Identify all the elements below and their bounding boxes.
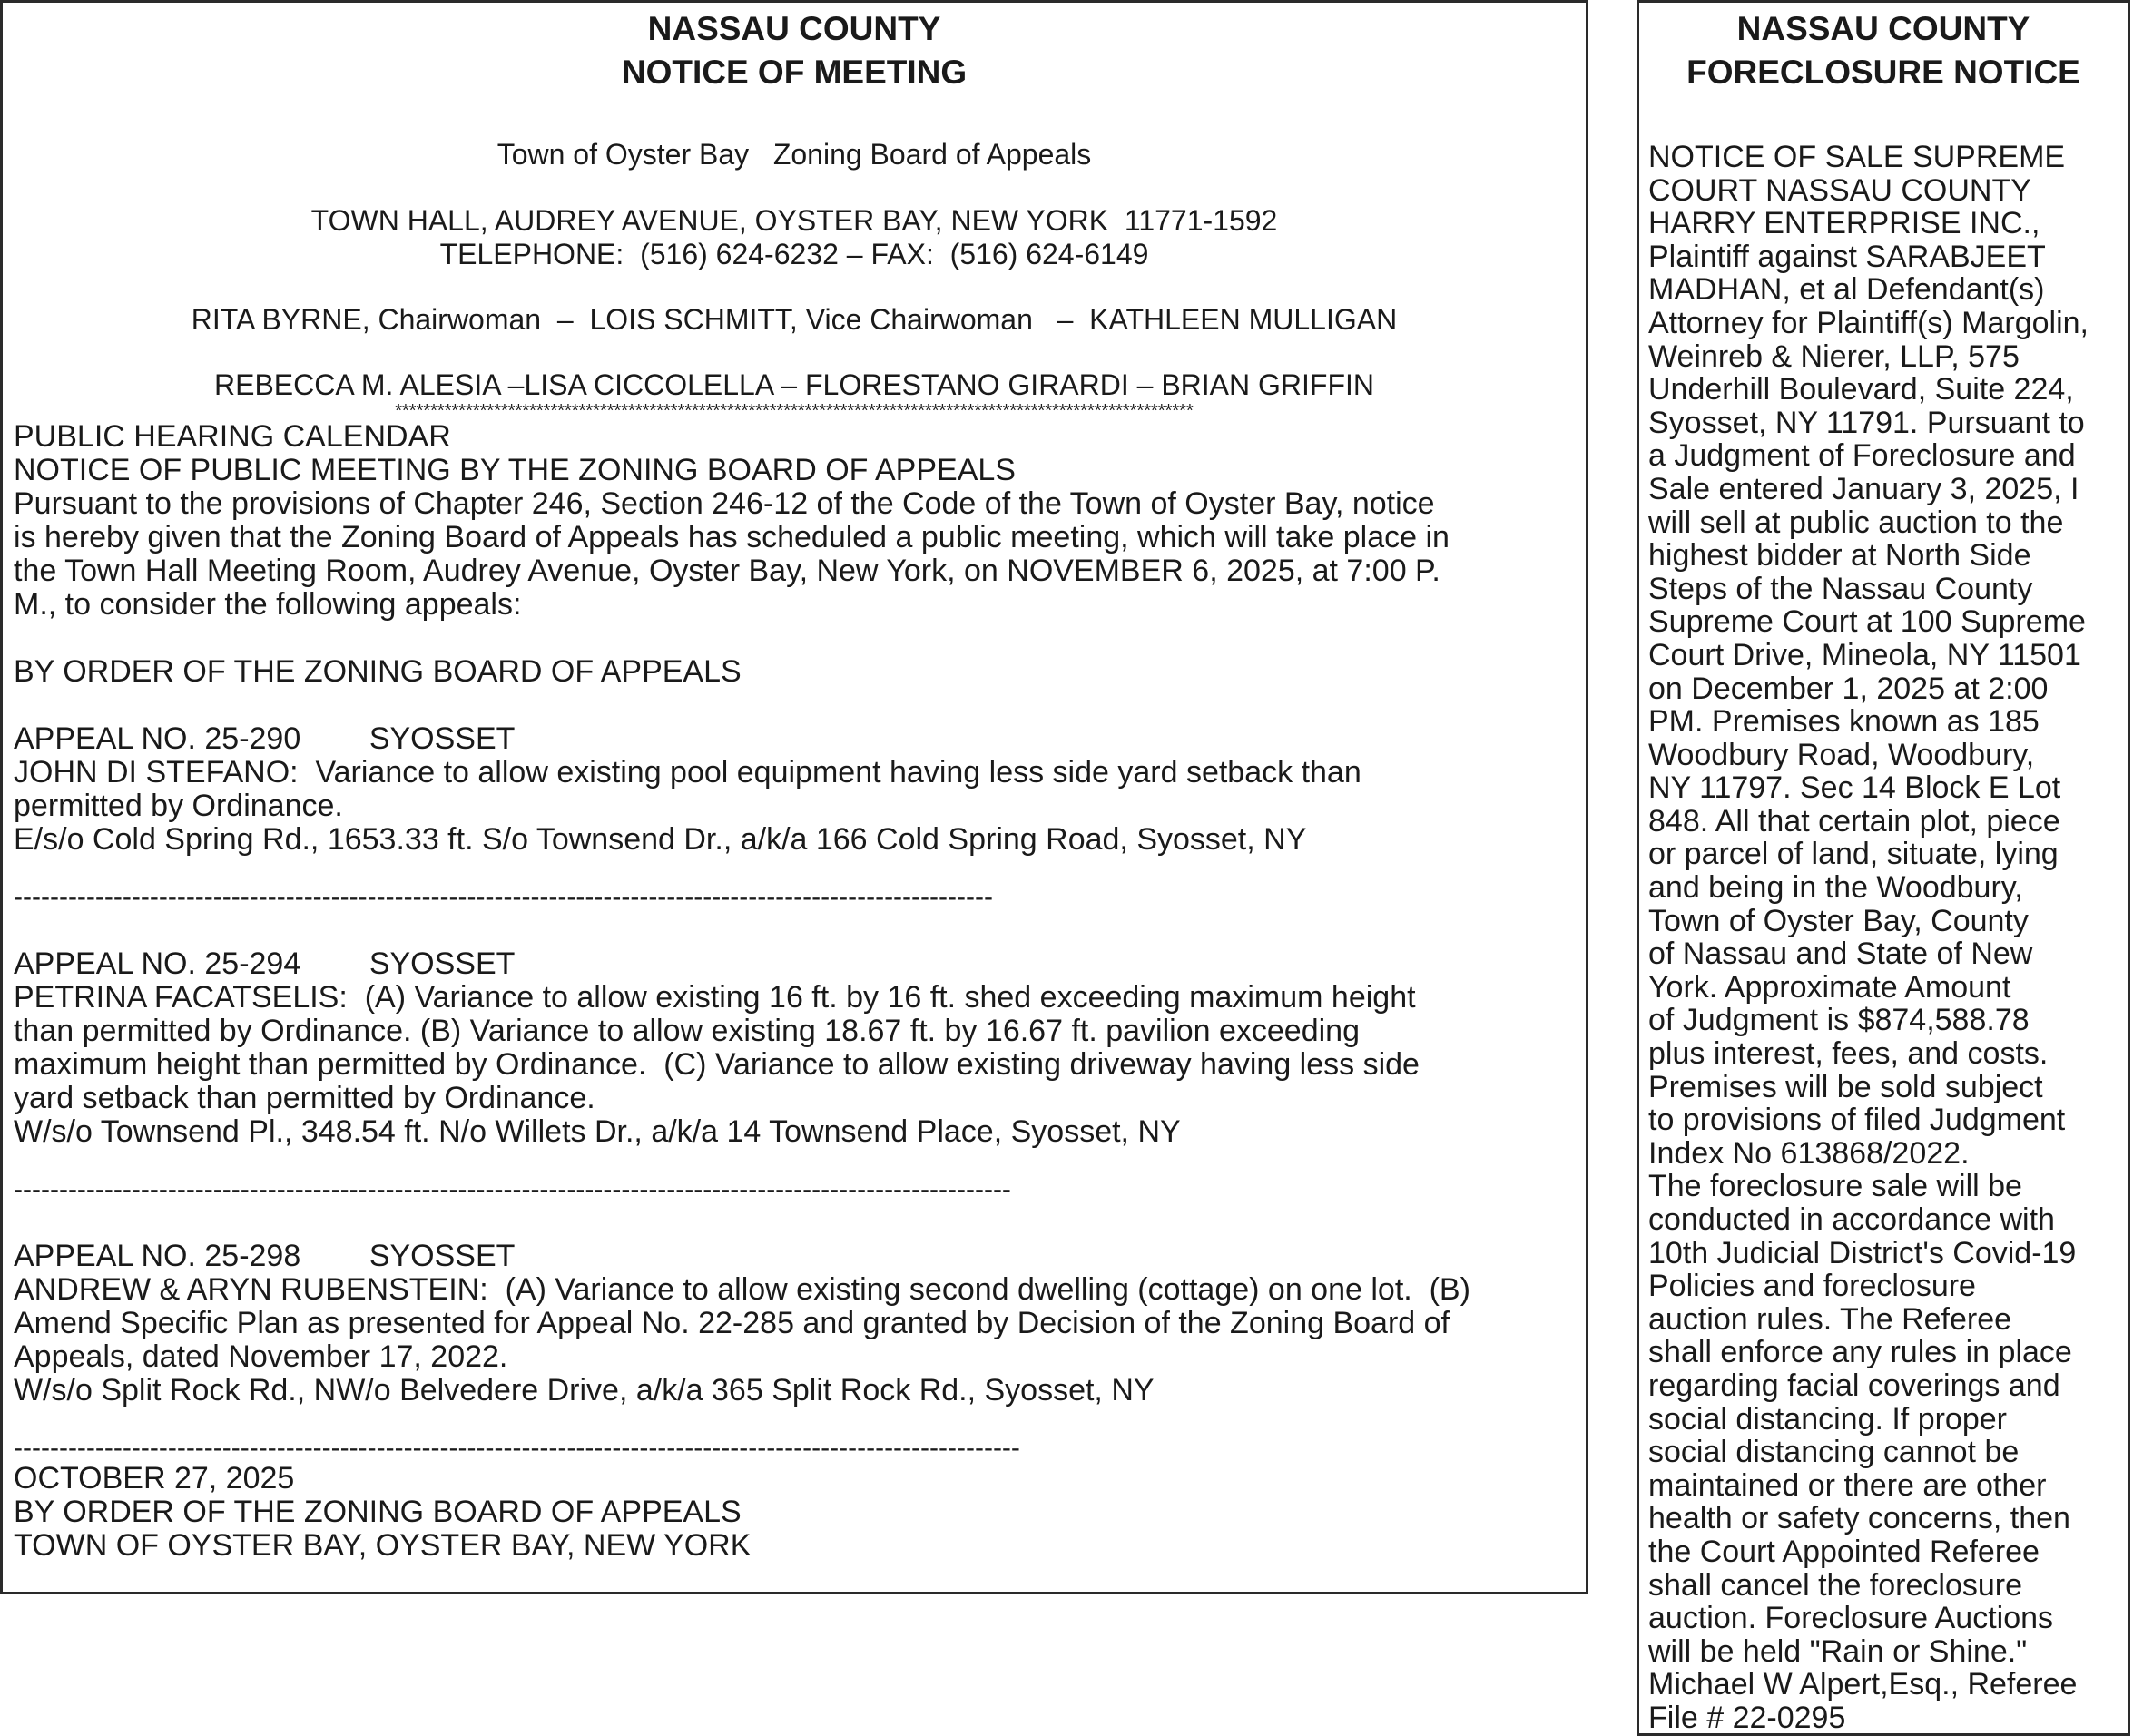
appeal-line: than permitted by Ordinance. (B) Variance to allow existing 18.67 ft. by 16.67 ft. pavilion exceeding <box>14 1014 1360 1048</box>
appeal-line: permitted by Ordinance. <box>14 789 343 823</box>
appeal-header: APPEAL NO. 25-294 SYOSSET <box>14 946 516 981</box>
foreclosure-line: York. Approximate Amount <box>1648 969 2011 1005</box>
appeal-line: yard setback than permitted by Ordinance. <box>14 1081 595 1115</box>
foreclosure-line: Michael W Alpert,Esq., Referee <box>1648 1667 2078 1702</box>
foreclosure-notice-box <box>1637 0 2130 1736</box>
phone-line: TELEPHONE: (516) 624-6232 – FAX: (516) 624-6149 <box>439 238 1149 270</box>
foreclosure-line: Steps of the Nassau County <box>1648 571 2033 606</box>
foreclosure-line: MADHAN, et al Defendant(s) <box>1648 272 2045 308</box>
foreclosure-title-notice: FORECLOSURE NOTICE <box>1686 54 2080 91</box>
appeal-header: APPEAL NO. 25-298 SYOSSET <box>14 1239 516 1273</box>
intro-line: is hereby given that the Zoning Board of Appeals has scheduled a public meeting, which will take place in <box>14 520 1450 554</box>
address-line: TOWN HALL, AUDREY AVENUE, OYSTER BAY, NEW YORK 11771-1592 <box>310 204 1278 237</box>
foreclosure-line: Index No 613868/2022. <box>1648 1135 1970 1171</box>
foreclosure-line: The foreclosure sale will be <box>1648 1169 2022 1204</box>
appeal-line: maximum height than permitted by Ordinance. (C) Variance to allow existing driveway having less side <box>14 1047 1420 1082</box>
foreclosure-line: shall cancel the foreclosure <box>1648 1567 2023 1603</box>
meeting-title-notice: NOTICE OF MEETING <box>621 54 968 91</box>
foreclosure-line: Premises will be sold subject <box>1648 1069 2043 1104</box>
appeal-line: W/s/o Townsend Pl., 348.54 ft. N/o Willets Dr., a/k/a 14 Townsend Place, Syosset, NY <box>14 1114 1181 1149</box>
foreclosure-line: the Court Appointed Referee <box>1648 1534 2040 1569</box>
foreclosure-line: will sell at public auction to the <box>1648 505 2064 540</box>
foreclosure-line: NOTICE OF SALE SUPREME <box>1648 140 2066 174</box>
foreclosure-line: Syosset, NY 11791. Pursuant to <box>1648 405 2085 440</box>
by-order-line: BY ORDER OF THE ZONING BOARD OF APPEALS <box>14 654 742 689</box>
appeal-block <box>14 722 1575 947</box>
foreclosure-line: NY 11797. Sec 14 Block E Lot <box>1648 770 2061 806</box>
intro-line: the Town Hall Meeting Room, Audrey Avenue, Oyster Bay, New York, on NOVEMBER 6, 2025, at 7:00 P. <box>14 554 1440 588</box>
foreclosure-line: HARRY ENTERPRISE INC., <box>1648 206 2040 241</box>
intro-line: Pursuant to the provisions of Chapter 246, Section 246-12 of the Code of the Town of Oyster Bay, notice <box>14 486 1435 521</box>
foreclosure-line: COURT NASSAU COUNTY <box>1648 172 2031 208</box>
foreclosure-line: 10th Judicial District's Covid-19 <box>1648 1235 2077 1270</box>
calendar-heading: PUBLIC HEARING CALENDAR <box>14 419 451 454</box>
dash-separator: --------------------------------------------------------------------------------------------------------------- <box>14 1435 1020 1462</box>
foreclosure-line: health or safety concerns, then <box>1648 1501 2070 1536</box>
foreclosure-line: Woodbury Road, Woodbury, <box>1648 737 2035 772</box>
foreclosure-line: Supreme Court at 100 Supreme <box>1648 604 2086 640</box>
foreclosure-line: Court Drive, Mineola, NY 11501 <box>1648 637 2081 672</box>
notice-heading: NOTICE OF PUBLIC MEETING BY THE ZONING BOARD OF APPEALS <box>14 453 1016 487</box>
appeal-line: PETRINA FACATSELIS: (A) Variance to allow existing 16 ft. by 16 ft. shed exceeding maximum height <box>14 980 1416 1015</box>
dash-separator: -------------------------------------------------------------------------------------------------------------- <box>14 1176 1011 1203</box>
foreclosure-line: plus interest, fees, and costs. <box>1648 1036 2049 1072</box>
foreclosure-line: a Judgment of Foreclosure and <box>1648 438 2076 474</box>
foreclosure-line: Sale entered January 3, 2025, I <box>1648 471 2079 506</box>
foreclosure-line: social distancing. If proper <box>1648 1401 2007 1437</box>
foreclosure-line: PM. Premises known as 185 <box>1648 704 2040 740</box>
foreclosure-line: to provisions of filed Judgment <box>1648 1103 2066 1138</box>
board-line: Town of Oyster Bay Zoning Board of Appeals <box>496 138 1092 171</box>
closing-date: OCTOBER 27, 2025 <box>14 1461 295 1496</box>
appeal-block <box>14 1240 1575 1462</box>
foreclosure-line: and being in the Woodbury, <box>1648 870 2023 906</box>
foreclosure-line: of Judgment is $874,588.78 <box>1648 1003 2030 1038</box>
foreclosure-line: auction. Foreclosure Auctions <box>1648 1601 2054 1636</box>
appeal-header: APPEAL NO. 25-290 SYOSSET <box>14 721 516 756</box>
foreclosure-line: auction rules. The Referee <box>1648 1301 2012 1337</box>
foreclosure-line: Attorney for Plaintiff(s) Margolin, <box>1648 305 2089 340</box>
star-divider: ***************************************************************************************************************** <box>395 402 1194 420</box>
foreclosure-line: of Nassau and State of New <box>1648 937 2033 972</box>
foreclosure-line: social distancing cannot be <box>1648 1435 2020 1470</box>
appeal-line: Amend Specific Plan as presented for Appeal No. 22-285 and granted by Decision of the Zoning Board of <box>14 1306 1450 1340</box>
foreclosure-line: Underhill Boulevard, Suite 224, <box>1648 372 2074 407</box>
foreclosure-line: highest bidder at North Side <box>1648 538 2031 574</box>
dash-separator: ------------------------------------------------------------------------------------------------------------ <box>14 884 993 911</box>
foreclosure-line: Weinreb & Nierer, LLP, 575 <box>1648 338 2020 374</box>
foreclosure-line: maintained or there are other <box>1648 1467 2047 1503</box>
members-line-1: RITA BYRNE, Chairwoman – LOIS SCHMITT, Vice Chairwoman – KATHLEEN MULLIGAN <box>191 303 1398 336</box>
foreclosure-line: Policies and foreclosure <box>1648 1269 1976 1304</box>
foreclosure-title-county: NASSAU COUNTY <box>1736 10 2030 47</box>
meeting-title-county: NASSAU COUNTY <box>647 10 941 47</box>
appeal-line: JOHN DI STEFANO: Variance to allow existing pool equipment having less side yard setback than <box>14 755 1361 790</box>
foreclosure-line: will be held "Rain or Shine." <box>1648 1633 2028 1669</box>
foreclosure-line: or parcel of land, situate, lying <box>1648 837 2059 872</box>
foreclosure-line: 848. All that certain plot, piece <box>1648 803 2060 839</box>
foreclosure-line: regarding facial coverings and <box>1648 1368 2060 1403</box>
foreclosure-body <box>1639 141 2128 1735</box>
meeting-body <box>3 420 1586 1563</box>
members-line-2: REBECCA M. ALESIA –LISA CICCOLELLA – FLORESTANO GIRARDI – BRIAN GRIFFIN <box>213 368 1374 401</box>
appeal-line: W/s/o Split Rock Rd., NW/o Belvedere Drive, a/k/a 365 Split Rock Rd., Syosset, NY <box>14 1373 1155 1407</box>
appeal-block <box>14 947 1575 1240</box>
appeal-line: Appeals, dated November 17, 2022. <box>14 1339 508 1374</box>
foreclosure-line: File # 22-0295 <box>1648 1700 1846 1735</box>
closing-town: TOWN OF OYSTER BAY, OYSTER BAY, NEW YORK <box>14 1528 752 1563</box>
appeal-line: ANDREW & ARYN RUBENSTEIN: (A) Variance to allow existing second dwelling (cottage) on one lot. (B) <box>14 1272 1470 1307</box>
foreclosure-line: Plaintiff against SARABJEET <box>1648 239 2046 274</box>
intro-line: M., to consider the following appeals: <box>14 587 522 622</box>
foreclosure-line: Town of Oyster Bay, County <box>1648 903 2029 938</box>
foreclosure-line: on December 1, 2025 at 2:00 <box>1648 671 2049 706</box>
closing-order: BY ORDER OF THE ZONING BOARD OF APPEALS <box>14 1495 742 1529</box>
foreclosure-line: conducted in accordance with <box>1648 1202 2055 1237</box>
appeal-line: E/s/o Cold Spring Rd., 1653.33 ft. S/o Townsend Dr., a/k/a 166 Cold Spring Road, Syosset, NY <box>14 822 1307 857</box>
foreclosure-line: shall enforce any rules in place <box>1648 1335 2072 1370</box>
